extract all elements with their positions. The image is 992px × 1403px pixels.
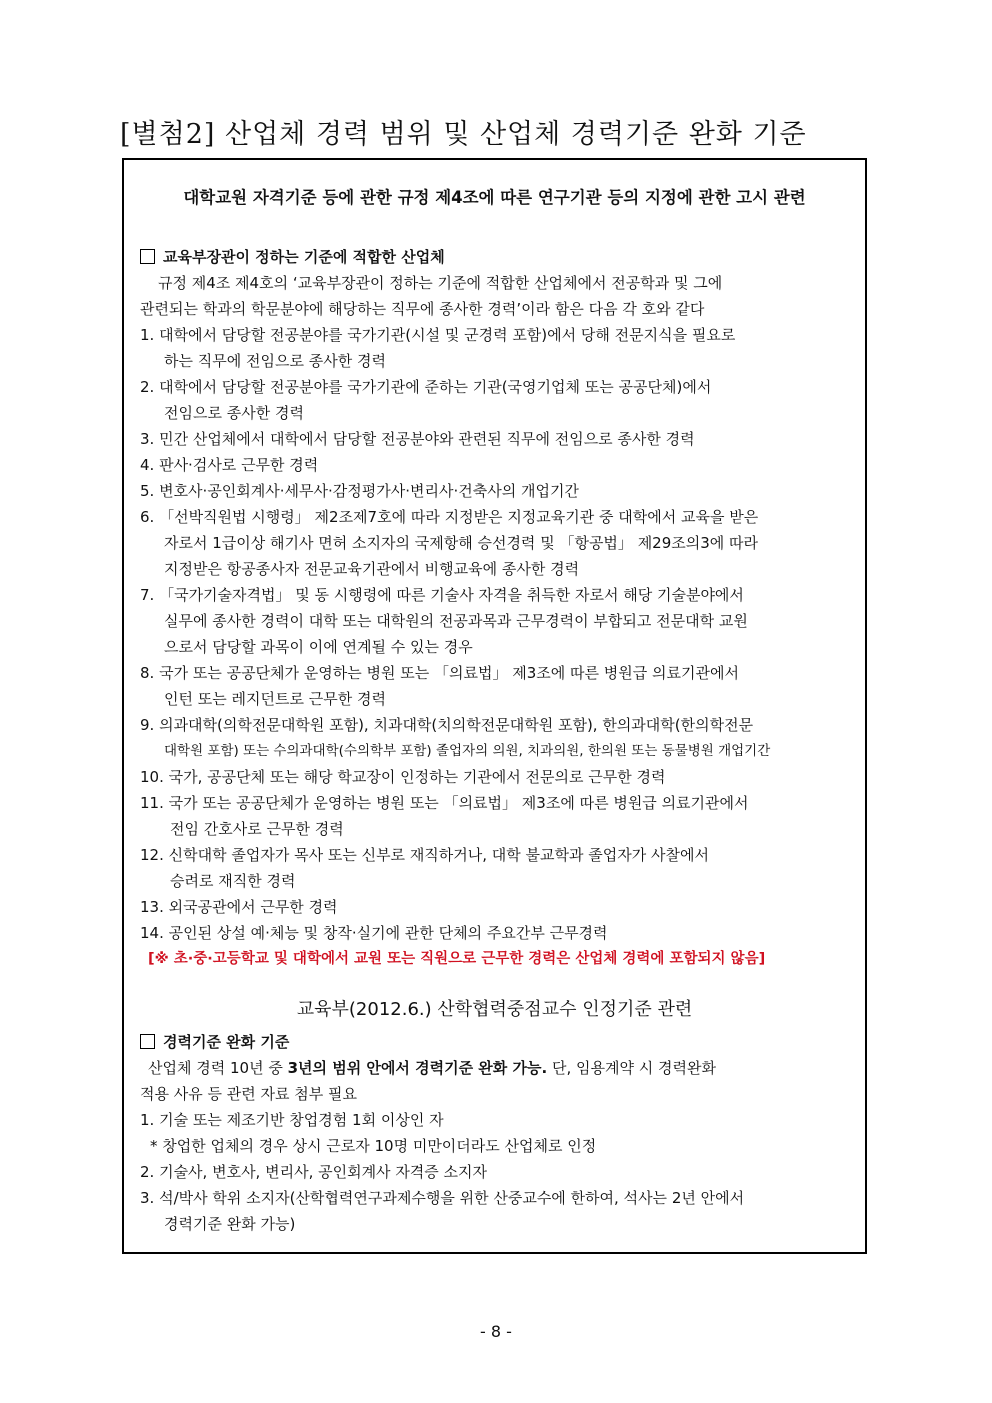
relax-intro: 적용 사유 등 관련 자료 첨부 필요: [140, 1085, 357, 1103]
page-number: - 8 -: [480, 1322, 512, 1341]
list-item: 으로서 담당할 과목이 이에 연계될 수 있는 경우: [164, 638, 473, 656]
list-item: 전임 간호사로 근무한 경력: [170, 820, 344, 838]
list-item: 자로서 1급이상 해기사 면허 소지자의 국제항해 승선경력 및 「항공법」 제29조의3에 따라: [164, 534, 759, 552]
list-item: 9. 의과대학(의학전문대학원 포함), 치과대학(치의학전문대학원 포함), 한의과대학(한의학전문: [140, 716, 754, 734]
relax-intro: 산업체 경력 10년 중 3년의 범위 안에서 경력기준 완화 가능. 단, 임용계약 시 경력완화: [148, 1059, 716, 1077]
list-item: 승려로 재직한 경력: [170, 872, 296, 890]
list-item: 12. 신학대학 졸업자가 목사 또는 신부로 재직하거나, 대학 불교학과 졸업자가 사찰에서: [140, 846, 709, 864]
intro-line: 규정 제4조 제4호의 ‘교육부장관이 정하는 기준에 적합한 산업체에서 전공학과 및 그에: [158, 274, 723, 292]
content-box: [122, 158, 867, 1254]
page-title: [별첨2] 산업체 경력 범위 및 산업체 경력기준 완화 기준: [120, 119, 807, 150]
list-item: 지정받은 항공종사자 전문교육기관에서 비행교육에 종사한 경력: [164, 560, 580, 578]
list-item: 실무에 종사한 경력이 대학 또는 대학원의 전공과목과 근무경력이 부합되고 전문대학 교원: [164, 612, 748, 630]
list-item: 3. 민간 산업체에서 대학에서 담당할 전공분야와 관련된 직무에 전임으로 종사한 경력: [140, 430, 695, 448]
list-item: 11. 국가 또는 공공단체가 운영하는 병원 또는 「의료법」 제3조에 따른 병원급 의료기관에서: [140, 794, 749, 812]
list-item: 14. 공인된 상설 예·체능 및 창작·실기에 관한 단체의 주요간부 근무경력: [140, 924, 608, 942]
list-item: 1. 대학에서 담당할 전공분야를 국가기관(시설 및 군경력 포함)에서 당해 전문지식을 필요로: [140, 326, 736, 344]
list-item: 6. 「선박직원법 시행령」 제2조제7호에 따라 지정받은 지정교육기관 중 대학에서 교육을 받은: [140, 508, 759, 526]
list-item: 전임으로 종사한 경력: [164, 404, 304, 422]
list-item: 7. 「국가기술자격법」 및 동 시행령에 따른 기술사 자격을 취득한 자로서 해당 기술분야에서: [140, 586, 744, 604]
section2-heading: 교육부(2012.6.) 산학협력중점교수 인정기준 관련: [296, 999, 693, 1020]
list-item: 2. 대학에서 담당할 전공분야를 국가기관에 준하는 기관(국영기업체 또는 공공단체)에서: [140, 378, 712, 396]
list-item: 3. 석/박사 학위 소지자(산학협력연구과제수행을 위한 산중교수에 한하여, 석사는 2년 안에서: [140, 1189, 745, 1207]
list-item: 경력기준 완화 가능): [164, 1215, 296, 1233]
list-item: 8. 국가 또는 공공단체가 운영하는 병원 또는 「의료법」 제3조에 따른 병원급 의료기관에서: [140, 664, 739, 682]
list-item: 4. 판사·검사로 근무한 경력: [140, 456, 319, 474]
list-note: * 창업한 업체의 경우 상시 근로자 10명 미만이더라도 산업체로 인정: [150, 1137, 597, 1155]
list-item: 대학원 포함) 또는 수의과대학(수의학부 포함) 졸업자의 의원, 치과의원, 한의원 또는 동물병원 개업기간: [164, 743, 771, 759]
exclusion-note: [※ 초·중·고등학교 및 대학에서 교원 또는 직원으로 근무한 경력은 산업체 경력에 포함되지 않음]: [148, 951, 766, 967]
list-item: 13. 외국공관에서 근무한 경력: [140, 898, 338, 916]
list-item: 1. 기술 또는 제조기반 창업경험 1회 이상인 자: [140, 1111, 444, 1129]
section2-subheading: 경력기준 완화 기준: [140, 1032, 289, 1052]
list-item: 하는 직무에 전임으로 종사한 경력: [164, 352, 386, 370]
checkbox-square-icon: [140, 249, 155, 264]
section1-subheading: 교육부장관이 정하는 기준에 적합한 산업체: [140, 247, 445, 267]
list-item: 2. 기술사, 변호사, 변리사, 공인회계사 자격증 소지자: [140, 1163, 488, 1181]
list-item: 10. 국가, 공공단체 또는 해당 학교장이 인정하는 기관에서 전문의로 근무한 경력: [140, 768, 666, 786]
list-item: 5. 변호사·공인회계사·세무사·감정평가사·변리사·건축사의 개업기간: [140, 482, 579, 500]
list-item: 인턴 또는 레지던트로 근무한 경력: [164, 690, 386, 708]
checkbox-square-icon: [140, 1034, 155, 1049]
section1-heading: 대학교원 자격기준 등에 관한 규정 제4조에 따른 연구기관 등의 지정에 관한 고시 관련: [183, 188, 806, 207]
intro-line: 관련되는 학과의 학문분야에 해당하는 직무에 종사한 경력’이라 함은 다음 각 호와 같다: [140, 300, 705, 318]
